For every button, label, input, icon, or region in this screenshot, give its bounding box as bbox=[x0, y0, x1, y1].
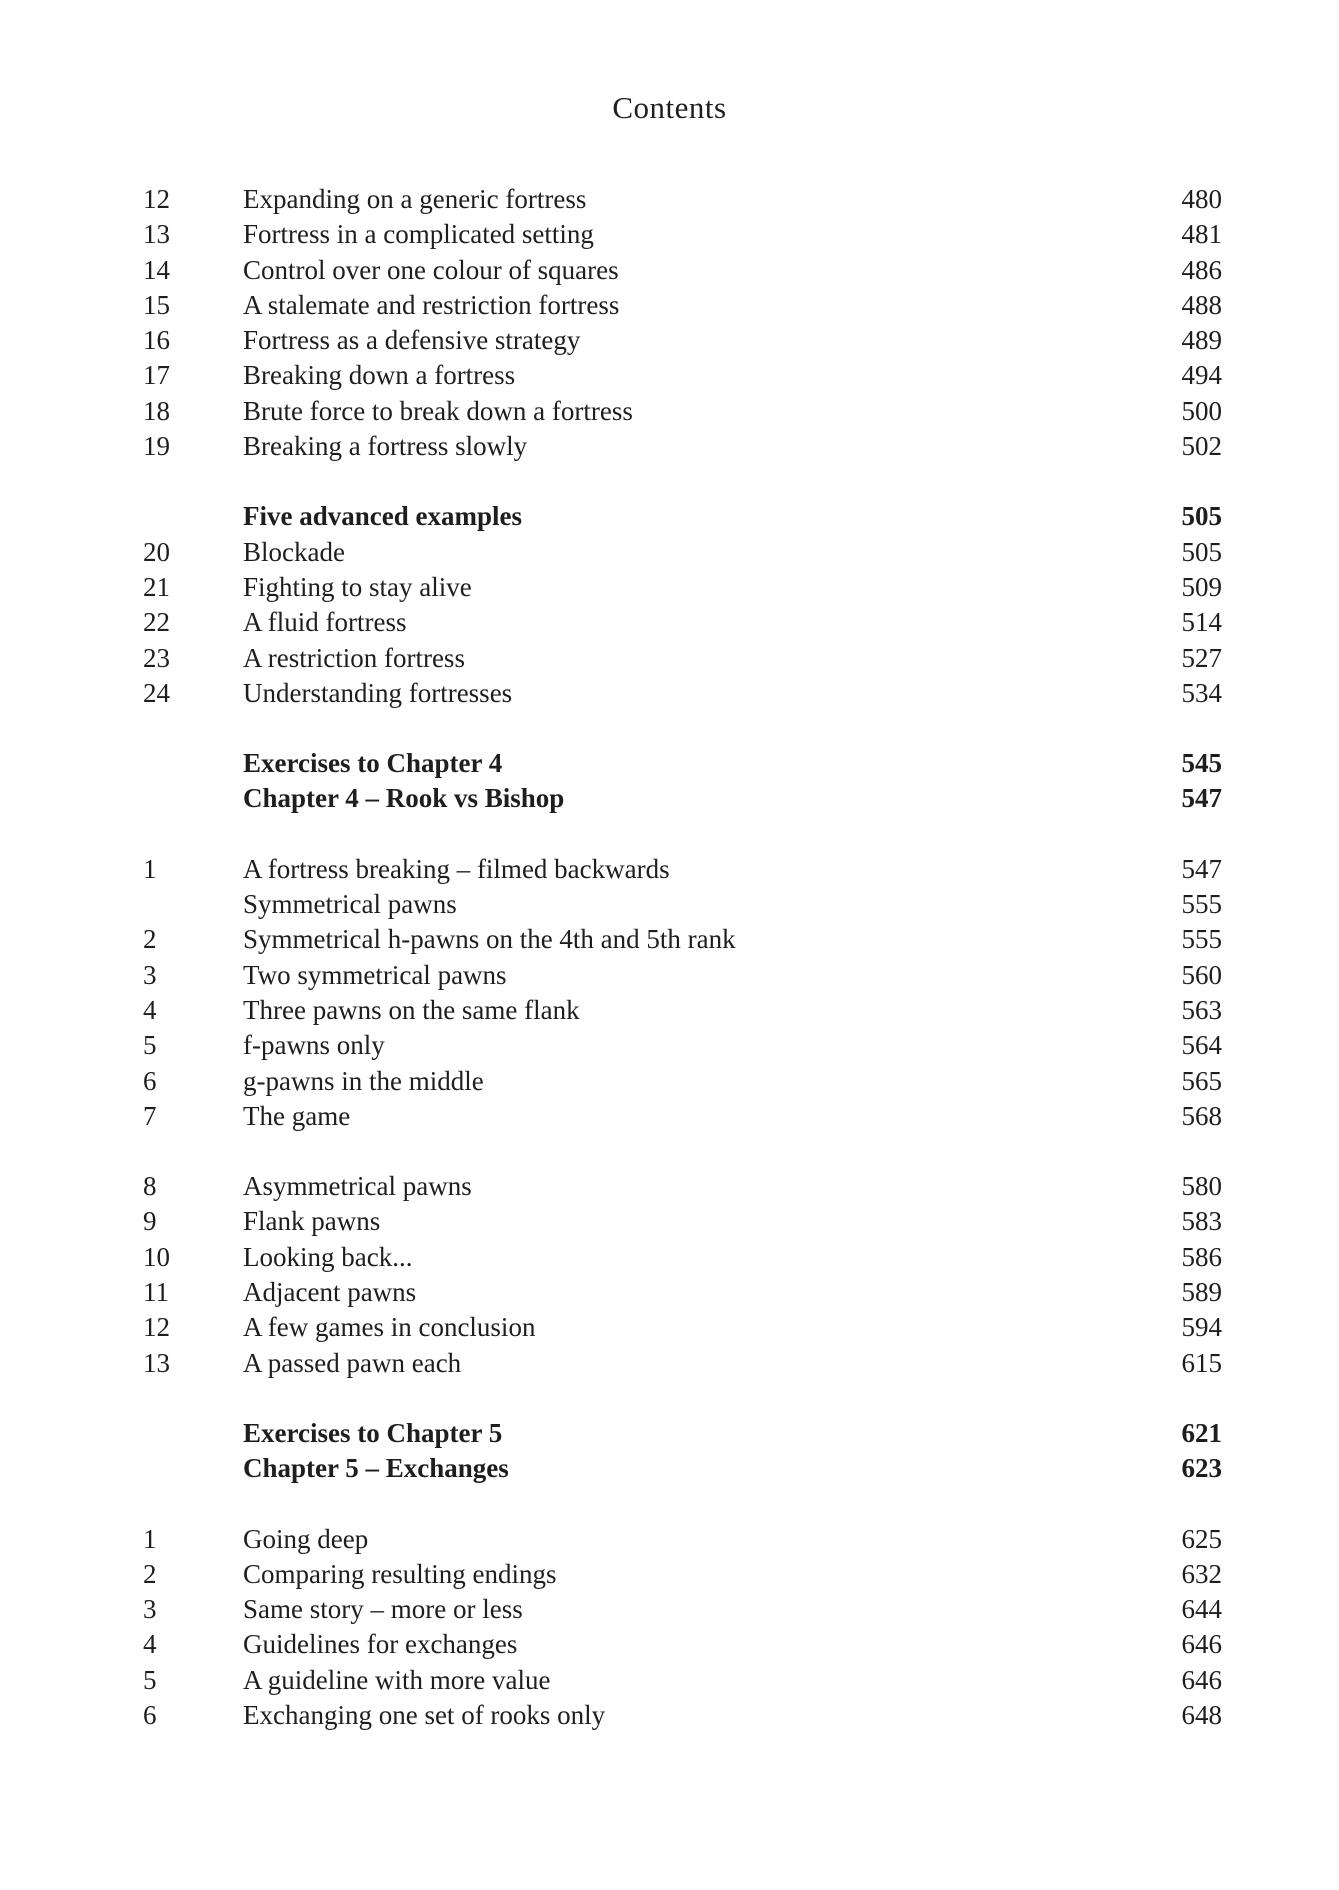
entry-title: The game bbox=[243, 1100, 351, 1131]
toc-heading-row bbox=[143, 781, 1222, 816]
entry-page-number: 534 bbox=[1181, 677, 1222, 708]
toc-block bbox=[143, 1522, 1222, 1734]
toc-entry-row bbox=[143, 1064, 1222, 1099]
toc-entry-row bbox=[143, 1310, 1222, 1345]
entry-page-number: 648 bbox=[1181, 1699, 1222, 1730]
entry-number: 15 bbox=[143, 289, 170, 320]
toc-entry-row bbox=[143, 217, 1222, 252]
toc-entry-row bbox=[143, 535, 1222, 570]
entry-page-number: 486 bbox=[1181, 254, 1222, 285]
entry-title: Breaking down a fortress bbox=[243, 360, 516, 391]
entry-title: f-pawns only bbox=[243, 1030, 385, 1061]
entry-number: 4 bbox=[143, 1629, 157, 1660]
entry-number: 2 bbox=[143, 924, 157, 955]
entry-number: 18 bbox=[143, 395, 170, 426]
entry-title: Brute force to break down a fortress bbox=[243, 395, 633, 426]
entry-page-number: 509 bbox=[1181, 571, 1222, 602]
toc-entry-row bbox=[143, 1557, 1222, 1592]
entry-title: Symmetrical pawns bbox=[243, 889, 457, 920]
toc-entry-row bbox=[143, 1099, 1222, 1134]
entry-page-number: 505 bbox=[1181, 536, 1222, 567]
entry-title: Adjacent pawns bbox=[243, 1277, 417, 1308]
entry-title: Two symmetrical pawns bbox=[243, 959, 507, 990]
entry-page-number: 646 bbox=[1181, 1664, 1222, 1695]
entry-page-number: 505 bbox=[1181, 501, 1222, 532]
entry-title: Three pawns on the same flank bbox=[243, 994, 580, 1025]
toc-heading-row bbox=[143, 1416, 1222, 1451]
entry-page-number: 480 bbox=[1181, 184, 1222, 214]
entry-title: Comparing resulting endings bbox=[243, 1558, 557, 1589]
toc-entry-row bbox=[143, 1204, 1222, 1239]
entry-title: Fighting to stay alive bbox=[243, 571, 472, 602]
entry-page-number: 560 bbox=[1181, 959, 1222, 990]
toc-entry-row bbox=[143, 1663, 1222, 1698]
toc-entry-row bbox=[143, 288, 1222, 323]
entry-title: A restriction fortress bbox=[243, 642, 465, 673]
entry-number: 24 bbox=[143, 677, 170, 708]
entry-number: 13 bbox=[143, 219, 170, 250]
toc-entry-row bbox=[143, 641, 1222, 676]
entry-page-number: 555 bbox=[1181, 924, 1222, 955]
entry-title: A passed pawn each bbox=[243, 1347, 462, 1378]
toc-entry-row bbox=[143, 887, 1222, 922]
entry-title: Fortress in a complicated setting bbox=[243, 219, 594, 250]
entry-number: 5 bbox=[143, 1030, 157, 1061]
entry-title: Going deep bbox=[243, 1523, 369, 1554]
entry-number: 16 bbox=[143, 325, 170, 356]
entry-page-number: 615 bbox=[1181, 1347, 1222, 1378]
entry-title: Chapter 4 – Rook vs Bishop bbox=[243, 783, 565, 814]
toc-block bbox=[143, 499, 1222, 711]
entry-number: 20 bbox=[143, 536, 170, 567]
toc-entry-row bbox=[143, 323, 1222, 358]
entry-title: Five advanced examples bbox=[243, 501, 522, 532]
entry-number: 3 bbox=[143, 959, 157, 990]
toc-entry-row bbox=[143, 1592, 1222, 1627]
entry-number: 21 bbox=[143, 571, 170, 602]
toc-entry-row bbox=[143, 394, 1222, 429]
entry-page-number: 481 bbox=[1181, 219, 1222, 250]
toc-block bbox=[143, 746, 1222, 817]
entry-page-number: 514 bbox=[1181, 607, 1222, 638]
entry-page-number: 527 bbox=[1181, 642, 1222, 673]
entry-title: Breaking a fortress slowly bbox=[243, 431, 528, 462]
entry-page-number: 568 bbox=[1181, 1100, 1222, 1131]
entry-number: 6 bbox=[143, 1065, 157, 1096]
entry-title: Exercises to Chapter 5 bbox=[243, 1417, 503, 1448]
entry-title: A fortress breaking – filmed backwards bbox=[243, 853, 670, 884]
entry-page-number: 547 bbox=[1181, 853, 1222, 884]
entry-number: 12 bbox=[143, 184, 170, 214]
entry-page-number: 502 bbox=[1181, 431, 1222, 462]
entry-page-number: 583 bbox=[1181, 1206, 1222, 1237]
entry-title: Guidelines for exchanges bbox=[243, 1629, 518, 1660]
entry-page-number: 621 bbox=[1181, 1417, 1222, 1448]
entry-page-number: 489 bbox=[1181, 325, 1222, 356]
entry-page-number: 586 bbox=[1181, 1241, 1222, 1272]
entry-page-number: 646 bbox=[1181, 1629, 1222, 1660]
toc-entry-row bbox=[143, 182, 1222, 217]
toc-entry-row bbox=[143, 1240, 1222, 1275]
toc-block bbox=[143, 1416, 1222, 1487]
entry-title: g-pawns in the middle bbox=[243, 1065, 484, 1096]
entry-title: Flank pawns bbox=[243, 1206, 381, 1237]
entry-page-number: 644 bbox=[1181, 1594, 1222, 1625]
toc-heading-row bbox=[143, 746, 1222, 781]
entry-page-number: 555 bbox=[1181, 889, 1222, 920]
entry-number: 17 bbox=[143, 360, 170, 391]
entry-number: 3 bbox=[143, 1594, 157, 1625]
entry-title: Same story – more or less bbox=[243, 1594, 523, 1625]
entry-title: Exercises to Chapter 4 bbox=[243, 748, 503, 779]
toc-block bbox=[143, 852, 1222, 1134]
entry-number: 4 bbox=[143, 994, 157, 1025]
entry-page-number: 594 bbox=[1181, 1312, 1222, 1343]
toc-entry-row bbox=[143, 1028, 1222, 1063]
entry-title: Chapter 5 – Exchanges bbox=[243, 1453, 509, 1484]
toc-entry-row bbox=[143, 1169, 1222, 1204]
toc-entry-row bbox=[143, 1275, 1222, 1310]
entry-number: 9 bbox=[143, 1206, 157, 1237]
entry-number: 11 bbox=[143, 1277, 169, 1308]
entry-number: 1 bbox=[143, 1523, 157, 1554]
entry-page-number: 623 bbox=[1181, 1453, 1222, 1484]
toc-entry-row bbox=[143, 429, 1222, 464]
entry-title: Expanding on a generic fortress bbox=[243, 184, 587, 214]
page-title: Contents bbox=[612, 90, 727, 125]
entry-number: 10 bbox=[143, 1241, 170, 1272]
toc-entry-row bbox=[143, 958, 1222, 993]
toc bbox=[143, 182, 1222, 1733]
entry-number: 2 bbox=[143, 1558, 157, 1589]
toc-entry-row bbox=[143, 993, 1222, 1028]
entry-page-number: 545 bbox=[1181, 748, 1222, 779]
entry-page-number: 565 bbox=[1181, 1065, 1222, 1096]
entry-title: Looking back... bbox=[243, 1241, 413, 1272]
toc-entry-row bbox=[143, 1346, 1222, 1381]
entry-number: 1 bbox=[143, 853, 157, 884]
entry-title: Fortress as a defensive strategy bbox=[243, 325, 581, 356]
toc-heading-row bbox=[143, 1451, 1222, 1486]
toc-block bbox=[143, 1169, 1222, 1381]
toc-entry-row bbox=[143, 1698, 1222, 1733]
entry-title: Exchanging one set of rooks only bbox=[243, 1699, 606, 1730]
entry-title: A few games in conclusion bbox=[243, 1312, 536, 1343]
entry-page-number: 494 bbox=[1181, 360, 1222, 391]
entry-page-number: 500 bbox=[1181, 395, 1222, 426]
toc-entry-row bbox=[143, 852, 1222, 887]
entry-page-number: 488 bbox=[1181, 289, 1222, 320]
toc-heading-row bbox=[143, 499, 1222, 534]
entry-number: 13 bbox=[143, 1347, 170, 1378]
entry-number: 22 bbox=[143, 607, 170, 638]
entry-title: Blockade bbox=[243, 536, 345, 567]
entry-page-number: 547 bbox=[1181, 783, 1222, 814]
entry-number: 8 bbox=[143, 1171, 157, 1202]
entry-number: 6 bbox=[143, 1699, 157, 1730]
entry-number: 7 bbox=[143, 1100, 157, 1131]
toc-entry-row bbox=[143, 676, 1222, 711]
toc-entry-row bbox=[143, 605, 1222, 640]
entry-title: A fluid fortress bbox=[243, 607, 407, 638]
entry-title: A stalemate and restriction fortress bbox=[243, 289, 620, 320]
entry-page-number: 625 bbox=[1181, 1523, 1222, 1554]
toc-entry-row bbox=[143, 1522, 1222, 1557]
entry-number: 12 bbox=[143, 1312, 170, 1343]
entry-page-number: 632 bbox=[1181, 1558, 1222, 1589]
entry-number: 23 bbox=[143, 642, 170, 673]
entry-number: 5 bbox=[143, 1664, 157, 1695]
entry-number: 19 bbox=[143, 431, 170, 462]
toc-entry-row bbox=[143, 570, 1222, 605]
toc-entry-row bbox=[143, 1627, 1222, 1662]
toc-block bbox=[143, 182, 1222, 464]
entry-page-number: 589 bbox=[1181, 1277, 1222, 1308]
entry-title: Understanding fortresses bbox=[243, 677, 513, 708]
entry-title: Asymmetrical pawns bbox=[243, 1171, 472, 1202]
toc-entry-row bbox=[143, 253, 1222, 288]
entry-title: Control over one colour of squares bbox=[243, 254, 619, 285]
entry-page-number: 563 bbox=[1181, 994, 1222, 1025]
entry-title: Symmetrical h-pawns on the 4th and 5th rank bbox=[243, 924, 736, 955]
entry-page-number: 564 bbox=[1181, 1030, 1222, 1061]
toc-entry-row bbox=[143, 922, 1222, 957]
entry-page-number: 580 bbox=[1181, 1171, 1222, 1202]
toc-entry-row bbox=[143, 358, 1222, 393]
entry-number: 14 bbox=[143, 254, 170, 285]
entry-title: A guideline with more value bbox=[243, 1664, 551, 1695]
